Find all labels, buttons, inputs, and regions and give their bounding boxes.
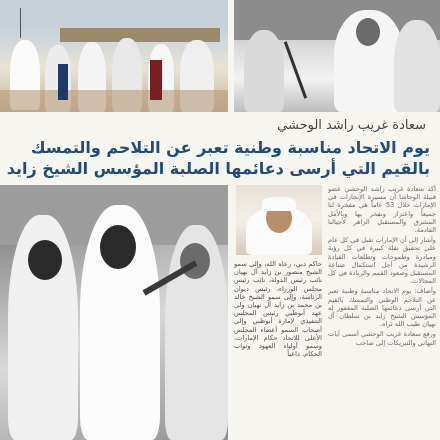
photo-sheikh-pointing xyxy=(234,0,440,112)
photo-parade-stand xyxy=(0,0,228,112)
caption-name: سعادة غريب راشد الوحشي xyxy=(277,118,426,133)
paragraph: أكد سعادة غريب راشد الوحشي عضو قبيلة الوحاشا أن مسيرة الإنجازات في الإمارات خلال 53 عاماً هي مفخرة لنا جميعاً واعتزاز ونفخر بها وبالأمل المشرق والمستقبل الزاهر لأجيالنا القادمة. xyxy=(328,185,436,235)
article-column-middle xyxy=(234,260,322,440)
paragraph: وأضاف: يوم الاتحاد مناسبة وطنية تعبر عن التلاحم الوطني والتمسك بالقيم التي أرسى دعائمها الصلبة المغفور له المؤسس الشيخ زايد بن سلطان آل نهيان طيب الله ثراه. xyxy=(328,287,436,329)
photo-portrait-ghareeb xyxy=(236,185,322,255)
paragraph: حاكم دبي، رعاه الله، وإلى سمو الشيخ منصور بن زايد آل نهيان نائب رئيس الدولة، نائب رئيس مجلس الوزراء، رئيس ديوان الرئاسة، وإلى سمو الشيخ خالد بن محمد بن زايد آل نهيان ولي عهد أبوظبي رئيس المجلس التنفيذي لإمارة أبوظبي وإلى أصحاب السمو أعضاء المجلس الأعلى للاتحاد حكام الإمارات، وسمو أولياء العهود ونواب الحكام، داعياً xyxy=(234,260,322,359)
headline-line-1: يوم الاتحاد مناسبة وطنية تعبر عن التلاحم والتمسك xyxy=(30,138,430,157)
article-column-right xyxy=(328,185,436,440)
photo-founders-group xyxy=(0,185,228,440)
paragraph: وأشار إلى أن الإمارات تقبل في كل عام على تحقيق نقلة كبيرة في كل رؤية ومبادرة وطموحات وتطلعات القيادة الرشيدة من أجل استكمال صناعة المستقبل وصعود القمم والريادة في كل المجالات. xyxy=(328,236,436,286)
paragraph: ورفع سعادة غريب الوحشي أسمى آيات التهاني والتبريكات إلى صاحب xyxy=(328,330,436,347)
headline-line-2: بالقيم التي أرسى دعائمها الصلبة المؤسس الشيخ زايد xyxy=(6,159,430,178)
